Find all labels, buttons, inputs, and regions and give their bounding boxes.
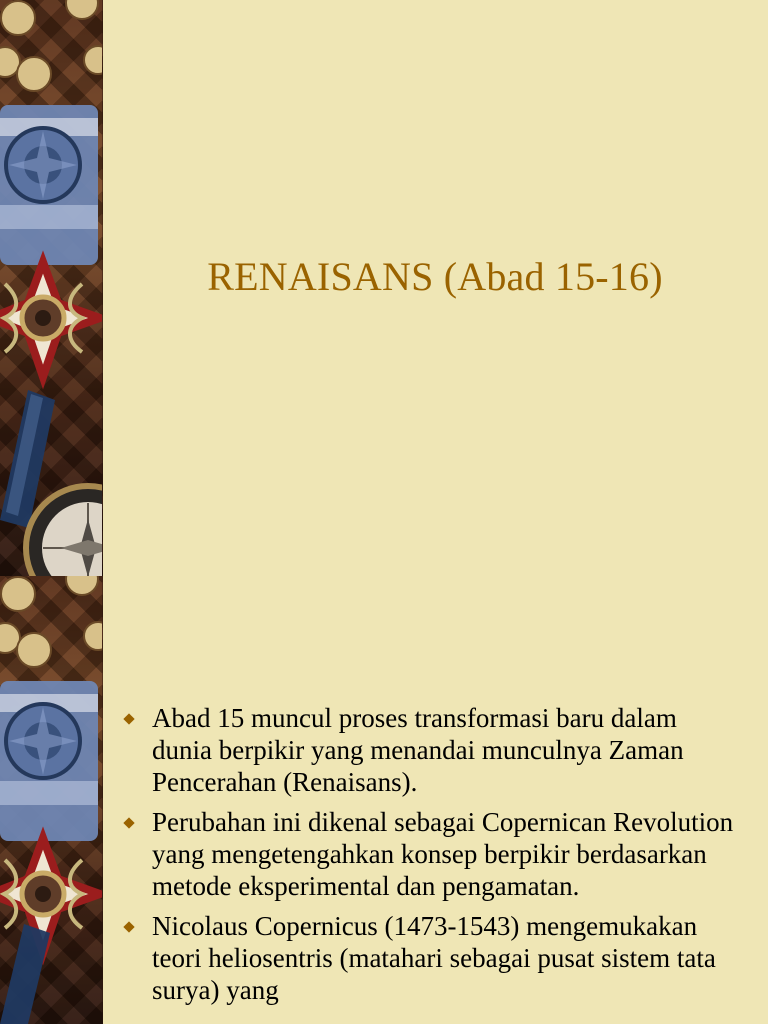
decorative-sidebar xyxy=(0,576,103,1024)
diamond-bullet-icon xyxy=(123,713,134,724)
maltese-cross-medal-icon xyxy=(0,262,100,377)
diamond-bullet-icon xyxy=(123,817,134,828)
slide-title-text: RENAISANS (Abad 15-16) xyxy=(207,254,663,299)
brass-button-icon xyxy=(1,1,35,35)
brass-button-icon xyxy=(66,576,98,595)
bullet-list xyxy=(124,702,740,1014)
brass-button-icon xyxy=(17,57,51,91)
list-item xyxy=(124,806,740,902)
bullet-text: Nicolaus Copernicus (1473-1543) mengemukakan teori heliosentris (matahari sebagai pusat sistem tata surya) yang xyxy=(152,911,716,1005)
ribbon-rosette-icon xyxy=(0,105,98,265)
brass-button-icon xyxy=(84,622,103,650)
brass-button-icon xyxy=(1,577,35,611)
ribbon-rosette-icon xyxy=(0,681,98,841)
compass-icon xyxy=(26,486,103,576)
slide-content xyxy=(0,576,768,1024)
bullet-text: Abad 15 muncul proses transformasi baru dalam dunia berpikir yang menandai munculnya Zaman Pencerahan (Renaisans). xyxy=(152,703,684,797)
ornament-collage xyxy=(0,0,103,576)
brass-button-icon xyxy=(17,633,51,667)
decorative-sidebar xyxy=(0,0,103,576)
list-item xyxy=(124,702,740,798)
brass-button-icon xyxy=(84,46,103,74)
ornament-collage xyxy=(0,576,103,1024)
diamond-bullet-icon xyxy=(123,921,134,932)
brass-button-icon xyxy=(66,0,98,19)
list-item xyxy=(124,910,740,1006)
maltese-cross-medal-icon xyxy=(0,838,100,953)
bullet-text: Perubahan ini dikenal sebagai Copernican Revolution yang mengetengahkan konsep berpikir berdasarkan metode eksperimental dan pengamatan. xyxy=(152,807,734,901)
